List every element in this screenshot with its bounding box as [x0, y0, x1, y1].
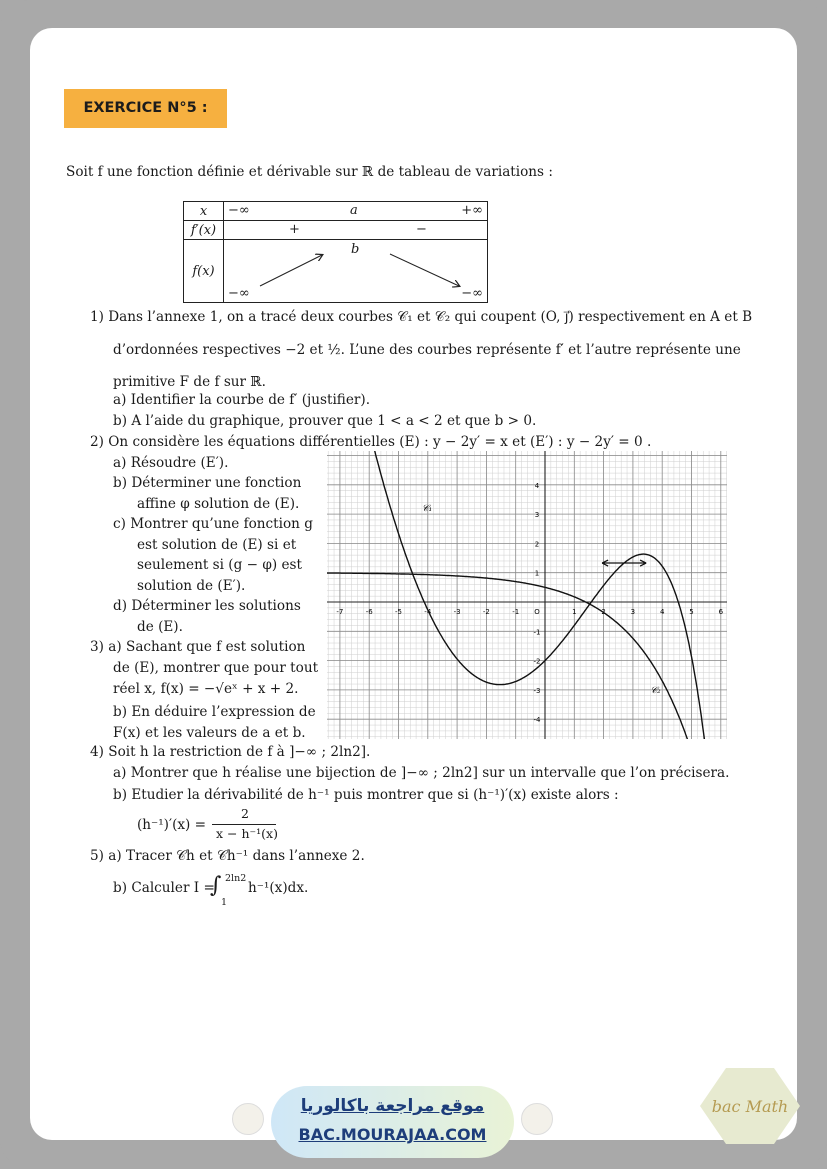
graph-svg [327, 451, 727, 739]
q1-line3: primitive F de f sur ℝ. [113, 374, 266, 390]
q2-line: seulement si (g − φ) est [137, 557, 302, 573]
f-right-limit: −∞ [461, 286, 483, 301]
footer-logo-left-icon [232, 1103, 264, 1135]
y-tick-label: -4 [533, 716, 541, 725]
q2-line: solution de (E′). [137, 578, 246, 594]
q5-a: 5) a) Tracer 𝒞h et 𝒞h⁻¹ dans l’annexe 2. [90, 848, 365, 864]
x-tick-label: -7 [336, 608, 344, 616]
x-tick-label: -1 [512, 608, 520, 616]
q3-line: b) En déduire l’expression de [113, 704, 316, 720]
intro-text: Soit f une fonction définie et dérivable sur ℝ de tableau de variations : [66, 164, 553, 180]
footer-logo-right-icon [521, 1103, 553, 1135]
q4-head: 4) Soit h la restriction de f à ]−∞ ; 2ln2]. [90, 744, 371, 760]
sign-plus: + [289, 222, 300, 237]
x-tick-label: O [534, 608, 540, 616]
c1-label: 𝒞₁ [421, 504, 433, 515]
f-max-b: b [351, 242, 360, 257]
bac-math-badge [698, 1066, 802, 1146]
sign-minus: − [416, 222, 427, 237]
q5-b-post: h⁻¹(x)dx. [248, 880, 309, 896]
q1-a: a) Identifier la courbe de f′ (justifier). [113, 392, 371, 408]
exercise-title: EXERCICE N°5 : [64, 89, 227, 128]
row-f-head: f(x) [184, 240, 224, 303]
q2-line: de (E). [137, 619, 183, 635]
q4-formula-den: x − h⁻¹(x) [216, 826, 278, 841]
x-tick-label: -3 [453, 608, 461, 616]
q1-line1: 1) Dans l’annexe 1, on a tracé deux courbes 𝒞₁ et 𝒞₂ qui coupent (O, j⃗) respectivement en A et B [90, 309, 753, 325]
curve-c2 [327, 573, 693, 739]
y-tick-label: -1 [533, 628, 541, 637]
row-x-head: x [184, 202, 224, 221]
c2-label: 𝒞₂ [650, 685, 661, 696]
badge-text: bac Math [711, 1097, 789, 1116]
annex-graph [327, 451, 727, 739]
y-tick-label: 1 [534, 569, 540, 578]
fraction-bar [212, 824, 276, 825]
variation-arrows [224, 240, 490, 302]
x-tick-label: 1 [572, 608, 577, 616]
increasing-arrow [260, 255, 322, 286]
footer-arabic-link[interactable]: موقع مراجعة باكالوريا [300, 1096, 485, 1116]
y-tick-label: 4 [534, 481, 540, 490]
q2-line: d) Déterminer les solutions [113, 598, 301, 614]
f-left-limit: −∞ [228, 286, 250, 301]
q5-b-pre: b) Calculer I = [113, 880, 215, 896]
x-tick-label: 2 [601, 608, 606, 616]
integral-sign: ∫ [210, 873, 222, 898]
q2-line: b) Déterminer une fonction [113, 475, 302, 491]
y-tick-label: 2 [534, 540, 540, 549]
x-tick-label: -6 [365, 608, 373, 616]
q4-a: a) Montrer que h réalise une bijection de ]−∞ ; 2ln2] sur un intervalle que l’on précisera. [113, 765, 730, 781]
x-tick-label: -5 [395, 608, 402, 616]
footer-site-link[interactable]: BAC.MOURAJAA.COM [298, 1125, 487, 1144]
row-fprime-head: f′(x) [184, 221, 224, 240]
q1-b: b) A l’aide du graphique, prouver que 1 < a < 2 et que b > 0. [113, 413, 537, 429]
q3-line: réel x, f(x) = −√eˣ + x + 2. [113, 681, 299, 697]
x-tick-label: 4 [659, 608, 665, 616]
x-tick-label: 3 [630, 608, 636, 616]
q4-b: b) Etudier la dérivabilité de h⁻¹ puis montrer que si (h⁻¹)′(x) existe alors : [113, 787, 619, 803]
q1-line2: d’ordonnées respectives −2 et ½. L’une des courbes représente f′ et l’autre représente une [113, 342, 741, 358]
q3-line: de (E), montrer que pour tout [113, 660, 319, 676]
q2-line: est solution de (E) si et [137, 537, 297, 553]
q2-head: 2) On considère les équations différentielles (E) : y − 2y′ = x et (E′) : y − 2y′ = 0 . [90, 434, 652, 450]
x-tick-label: 6 [718, 608, 724, 616]
q2-line: affine φ solution de (E). [137, 496, 300, 512]
variation-table [183, 201, 488, 303]
y-tick-label: -3 [533, 686, 541, 695]
x-tick-label: -4 [424, 608, 432, 616]
q5-lower-bound: 1 [221, 897, 228, 908]
x-tick-label: -2 [482, 608, 490, 616]
y-tick-label: -2 [533, 657, 541, 666]
decreasing-arrow [390, 254, 459, 286]
q3-line: 3) a) Sachant que f est solution [90, 639, 306, 655]
q5-upper-bound: 2ln2 [225, 873, 247, 884]
x-plus-inf: +∞ [461, 203, 483, 218]
x-minus-inf: −∞ [228, 203, 250, 218]
x-tick-label: 5 [689, 608, 694, 616]
x-a: a [350, 203, 358, 218]
q3-line: F(x) et les valeurs de a et b. [113, 725, 306, 741]
q2-line: c) Montrer qu’une fonction g [113, 516, 313, 532]
q4-formula-left: (h⁻¹)′(x) = [137, 817, 207, 833]
q4-formula-num: 2 [241, 806, 249, 821]
y-tick-label: 3 [534, 511, 540, 520]
q2-line: a) Résoudre (E′). [113, 455, 229, 471]
